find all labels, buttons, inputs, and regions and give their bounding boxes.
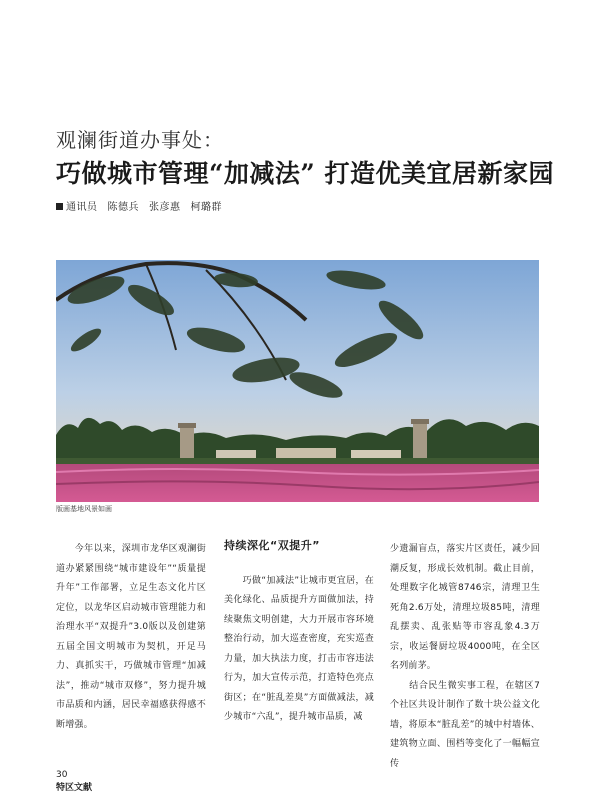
photo-caption: 版画基地风景如画 [56,505,112,513]
magazine-name: 特区文献 [56,783,93,793]
body-column-1 [56,540,206,735]
section-subheading: 持续深化“双提升” [224,539,320,552]
landscape-photo [56,260,539,502]
article-headline: 巧做城市管理“加减法” 打造优美宜居新家园 [56,159,554,188]
square-bullet-icon [56,203,63,210]
body-paragraph: 今年以来，深圳市龙华区观澜街道办紧紧围绕“城市建设年”“质量提升年”工作部署，立足生态文化片区定位，以龙华区启动城市管理能力和治理水平“双提升”3.0版以及创建第五届全国文明城市为契机，开足马力、真抓实干，巧做城市管理“加减法”，推动“城市双修”，努力提升城市品质和内涵，居民幸福感获得感不断增强。 [56,544,206,730]
body-column-3 [390,540,540,774]
body-paragraph: 巧做“加减法”让城市更宜居，在美化绿化、品质提升方面做加法，持续聚焦文明创建，大力开展市容环境整治行动，加大巡查密度，充实巡查力量，加大执法力度，打击市容违法行为，加大宣传示范，打造特色亮点街区；在“脏乱差臭”方面做减法，减少城市“六乱”，提升城市品质，减 [224,575,374,722]
body-column-2 [224,540,374,728]
byline-author: 张彦惠 [149,202,181,213]
page-number: 30 [56,770,68,780]
byline-role: 通讯员 [66,202,98,213]
byline-author: 柯璐群 [190,202,222,213]
byline [56,198,222,213]
byline-author: 陈德兵 [107,202,139,213]
body-paragraph: 少遗漏盲点，落实片区责任，减少回潮反复，形成长效机制。截止目前，处理数字化城管8746宗，清理卫生死角2.6万处，清理垃圾85吨，清理乱摆卖、乱张贴等市容乱象4.3万宗，收运餐厨垃圾4000吨，在全区名列前茅。 结合民生微实事工程，在辖区7个社区共设计制作了数十块公益文化墙，将原本“脏乱差”的城中村墙体、建筑物立面、围档等变化了一幅幅宣传 [390,544,540,769]
article-kicker: 观澜街道办事处： [56,128,224,152]
